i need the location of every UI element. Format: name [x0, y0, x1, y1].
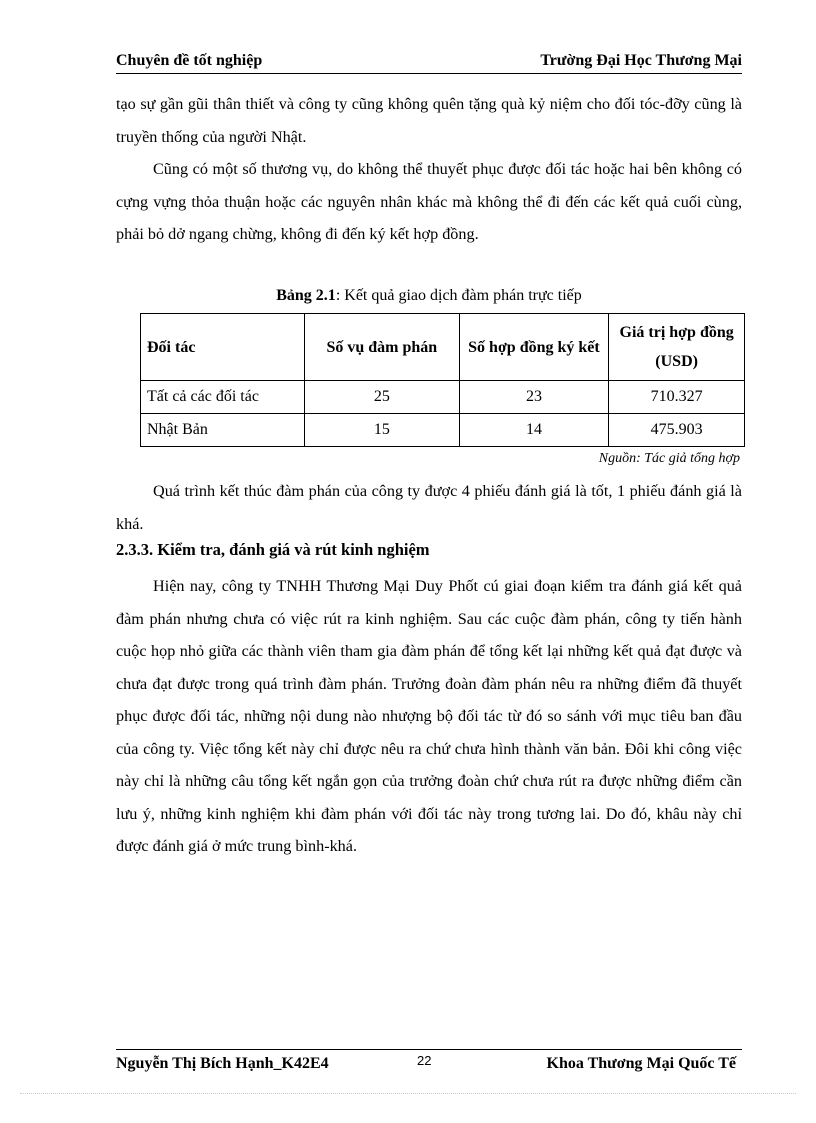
paragraph-2: Cũng có một số thương vụ, do không thể thuyết phục được đối tác hoặc hai bên không có cựng vựng thỏa thuận hoặc các nguyên nhân khác mà không thể đi đến các kết quả cuối cùng, phải bỏ dở ngang chừng, không đi đến ký kết hợp đồng. [116, 160, 742, 243]
table-caption-label: Bảng 2.1 [276, 287, 336, 304]
page-footer [116, 1053, 742, 1077]
table-cell: 15 [305, 414, 460, 447]
table-header-row [141, 314, 745, 381]
section-heading: 2.3.3. Kiểm tra, đánh giá và rút kinh nghiệm [116, 540, 430, 559]
table-caption-text: : Kết quả giao dịch đàm phán trực tiếp [335, 287, 582, 304]
table-cell: Tất cả các đối tác [141, 381, 305, 414]
table-cell: 14 [459, 414, 609, 447]
page-header [116, 51, 742, 74]
page-bottom-border [20, 1093, 796, 1094]
paragraph-4: Hiện nay, công ty TNHH Thương Mại Duy Phốt cú giai đoạn kiểm tra đánh giá kết quả đàm phán nhưng chưa có việc rút ra kinh nghiệm. Sau các cuộc đàm phán, công ty tiến hành cuộc họp nhỏ giữa các thành viên tham gia đàm phán để tổng kết lại những kết quả đạt được và chưa đạt được trong quá trình đàm phán. Trưởng đoàn đàm phán nêu ra những điểm đã thuyết phục được đối tác, những nội dung nào nhượng bộ đối tác từ đó so sánh với mục tiêu ban đầu của công ty. Việc tổng kết này chỉ được nêu ra chứ chưa hình thành văn bản. Đôi khi công việc này chỉ là những câu tổng kết ngắn gọn của trưởng đoàn chứ chưa rút ra được những điểm cần lưu ý, những kinh nghiệm khi đàm phán với đối tác này trong tương lai. Do đó, khâu này chỉ được đánh giá ở mức trung bình-khá. [116, 577, 742, 855]
header-right-title: Trường Đại Học Thương Mại [540, 52, 742, 69]
table-header-cell: Đối tác [141, 314, 305, 381]
footer-author: Nguyễn Thị Bích Hạnh_K42E4 [116, 1055, 329, 1072]
table-cell: 475.903 [609, 414, 745, 447]
table-cell: 710.327 [609, 381, 745, 414]
footer-divider [116, 1049, 742, 1050]
table-cell: Nhật Bản [141, 414, 305, 447]
paragraph-1: tạo sự gần gũi thân thiết và công ty cũng không quên tặng quà kỷ niệm cho đối tóc-đỡy cũng là truyền thống của người Nhật. [116, 95, 742, 146]
footer-department: Khoa Thương Mại Quốc Tế [546, 1055, 736, 1072]
table-source-note: Nguồn: Tác giả tổng hợp [598, 451, 740, 466]
table-header-cell: Giá trị hợp đồng (USD) [609, 314, 745, 381]
table-row [141, 414, 745, 447]
results-table [140, 313, 745, 447]
table-header-cell: Số hợp đồng ký kết [459, 314, 609, 381]
table-header-cell: Số vụ đàm phán [305, 314, 460, 381]
header-left-title: Chuyên đề tốt nghiệp [116, 52, 263, 69]
paragraph-3: Quá trình kết thúc đàm phán của công ty được 4 phiếu đánh giá là tốt, 1 phiếu đánh giá là khá. [116, 482, 742, 533]
table-cell: 23 [459, 381, 609, 414]
table-row [141, 381, 745, 414]
table-caption [116, 284, 742, 308]
page-number: 22 [417, 1053, 432, 1068]
table-cell: 25 [305, 381, 460, 414]
